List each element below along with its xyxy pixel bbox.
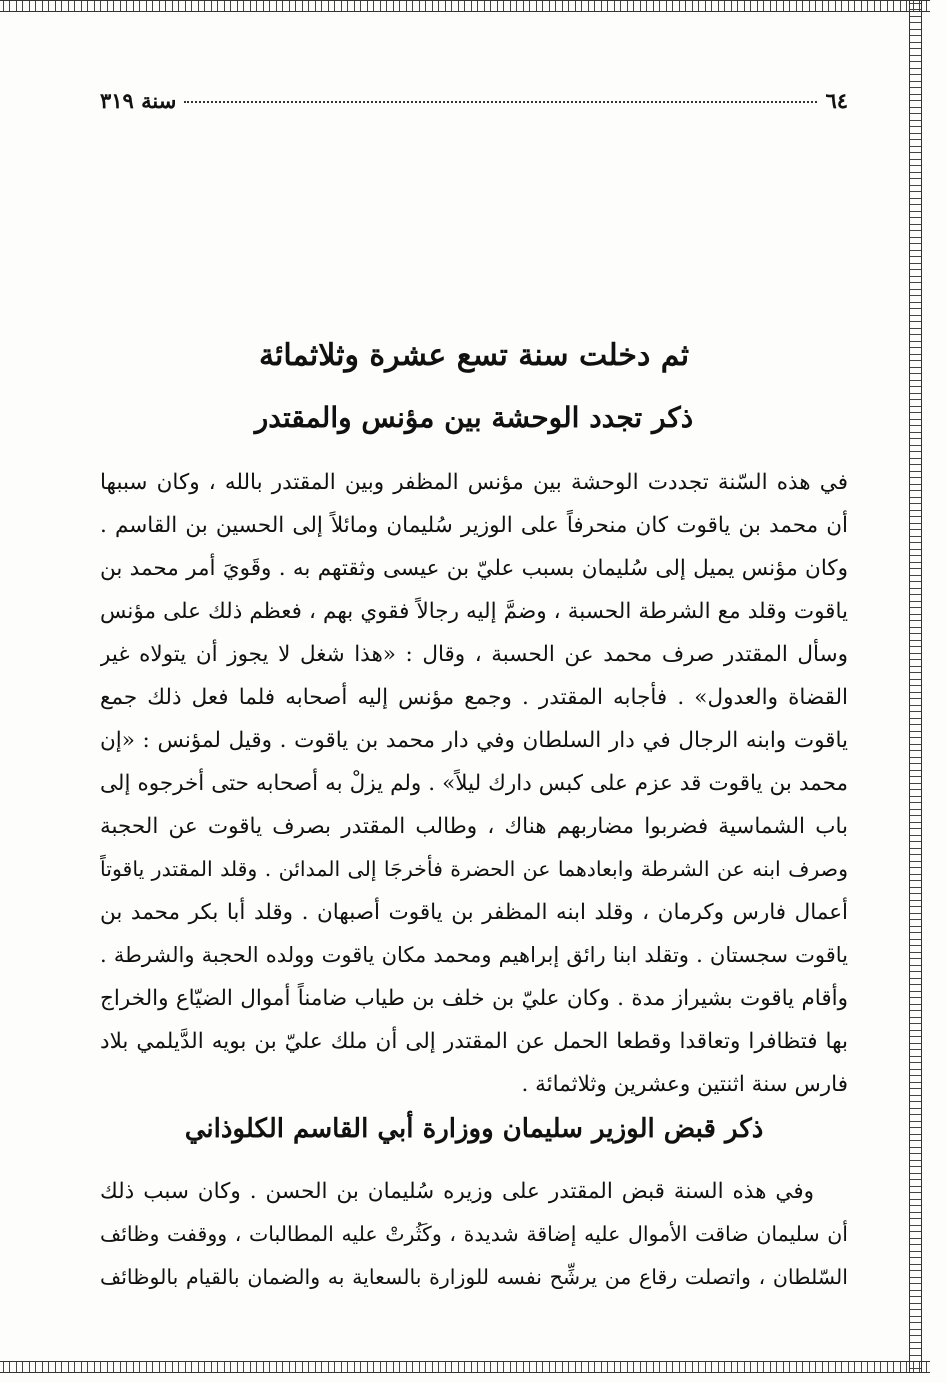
text-line: وفي هذه السنة قبض المقتدر على وزيره سُليمان بن الحسن . وكان سبب ذلك xyxy=(100,1179,814,1204)
text-line: وصرف ابنه عن الشرطة وابعادهما عن الحضرة فأخرجَا إلى المدائن . وقلد المقتدر ياقوتاً xyxy=(100,857,848,881)
text-line: في هذه السّنة تجددت الوحشة بين مؤنس المظفر وبين المقتدر بالله ، وكان سببها xyxy=(100,470,848,495)
header-dotted-leader xyxy=(184,101,817,103)
text-line: ياقوت وقلد مع الشرطة الحسبة ، وضمَّ إليه رجالاً فقوي بهم ، فعظم ذلك على مؤنس xyxy=(100,599,848,624)
text-line: محمد بن ياقوت قد عزم على كبس دارك ليلاً» . ولم يزلْ به أصحابه حتى أخرجوه إلى xyxy=(100,771,848,796)
text-line: أعمال فارس وكرمان ، وقلد ابنه المظفر بن ياقوت أصبهان . وقلد أبا بكر محمد بن xyxy=(100,900,848,925)
text-line: ياقوت وابنه الرجال في دار السلطان وفي دار محمد بن ياقوت . وقيل لمؤنس : «إن xyxy=(100,728,848,753)
decorative-border-right xyxy=(909,0,922,1373)
text-line: السّلطان ، واتصلت رقاع من يرشِّح نفسه للوزارة بالسعاية به والضمان بالقيام بالوظائف xyxy=(100,1265,848,1289)
text-line: وسأل المقتدر صرف محمد عن الحسبة ، وقال : «هذا شغل لا يجوز أن يتولاه غير xyxy=(100,642,848,667)
text-line: وأقام ياقوت بشيراز مدة . وكان عليّ بن خلف بن طياب ضامناً أموال الضيّاع والخراج xyxy=(100,986,848,1011)
section-title-1: ذكر تجدد الوحشة بين مؤنس والمقتدر xyxy=(254,401,694,434)
text-line: باب الشماسية فضربوا مضاربهم هناك ، وطالب المقتدر بصرف ياقوت عن الحجبة xyxy=(100,814,848,839)
section-2-body xyxy=(100,1170,848,1299)
text-line: وكان مؤنس يميل إلى سُليمان بسبب عليّ بن عيسى وثقتهم به . وقَويَ أمر محمد بن xyxy=(100,556,848,581)
text-line: ياقوت سجستان . وتقلد ابنا رائق إبراهيم ومحمد مكان ياقوت وولده الحجبة والشرطة . xyxy=(100,943,848,967)
decorative-border-bottom xyxy=(0,1361,930,1373)
page-number: ٦٤ xyxy=(825,88,848,113)
text-line: أن سليمان ضاقت الأموال عليه إضاقة شديدة ، وكَثُرتْ عليه المطالبات ، ووقفت وظائف xyxy=(100,1222,848,1246)
section-title-2: ذكر قبض الوزير سليمان ووزارة أبي القاسم الكلوذاني xyxy=(184,1114,764,1144)
text-line: أن محمد بن ياقوت كان منحرفاً على الوزير سُليمان ومائلاً إلى الحسين بن القاسم . xyxy=(100,513,848,538)
decorative-border-top xyxy=(0,0,930,12)
text-line: القضاة والعدول» . فأجابه المقتدر . وجمع مؤنس إليه أصحابه فلما فعل ذلك جمع xyxy=(100,685,848,710)
text-line: بها فتظافرا وتعاقدا وقطعا الحمل عن المقتدر إلى أن ملك عليّ بن بويه الدَّيلمي بلاد xyxy=(100,1029,848,1054)
text-line: فارس سنة اثنتين وعشرين وثلاثمائة . xyxy=(521,1072,848,1097)
running-header xyxy=(100,88,848,120)
section-1-body xyxy=(100,461,848,1106)
header-year-label: سنة ٣١٩ xyxy=(100,88,177,113)
chapter-title: ثم دخلت سنة تسع عشرة وثلاثمائة xyxy=(258,338,690,373)
